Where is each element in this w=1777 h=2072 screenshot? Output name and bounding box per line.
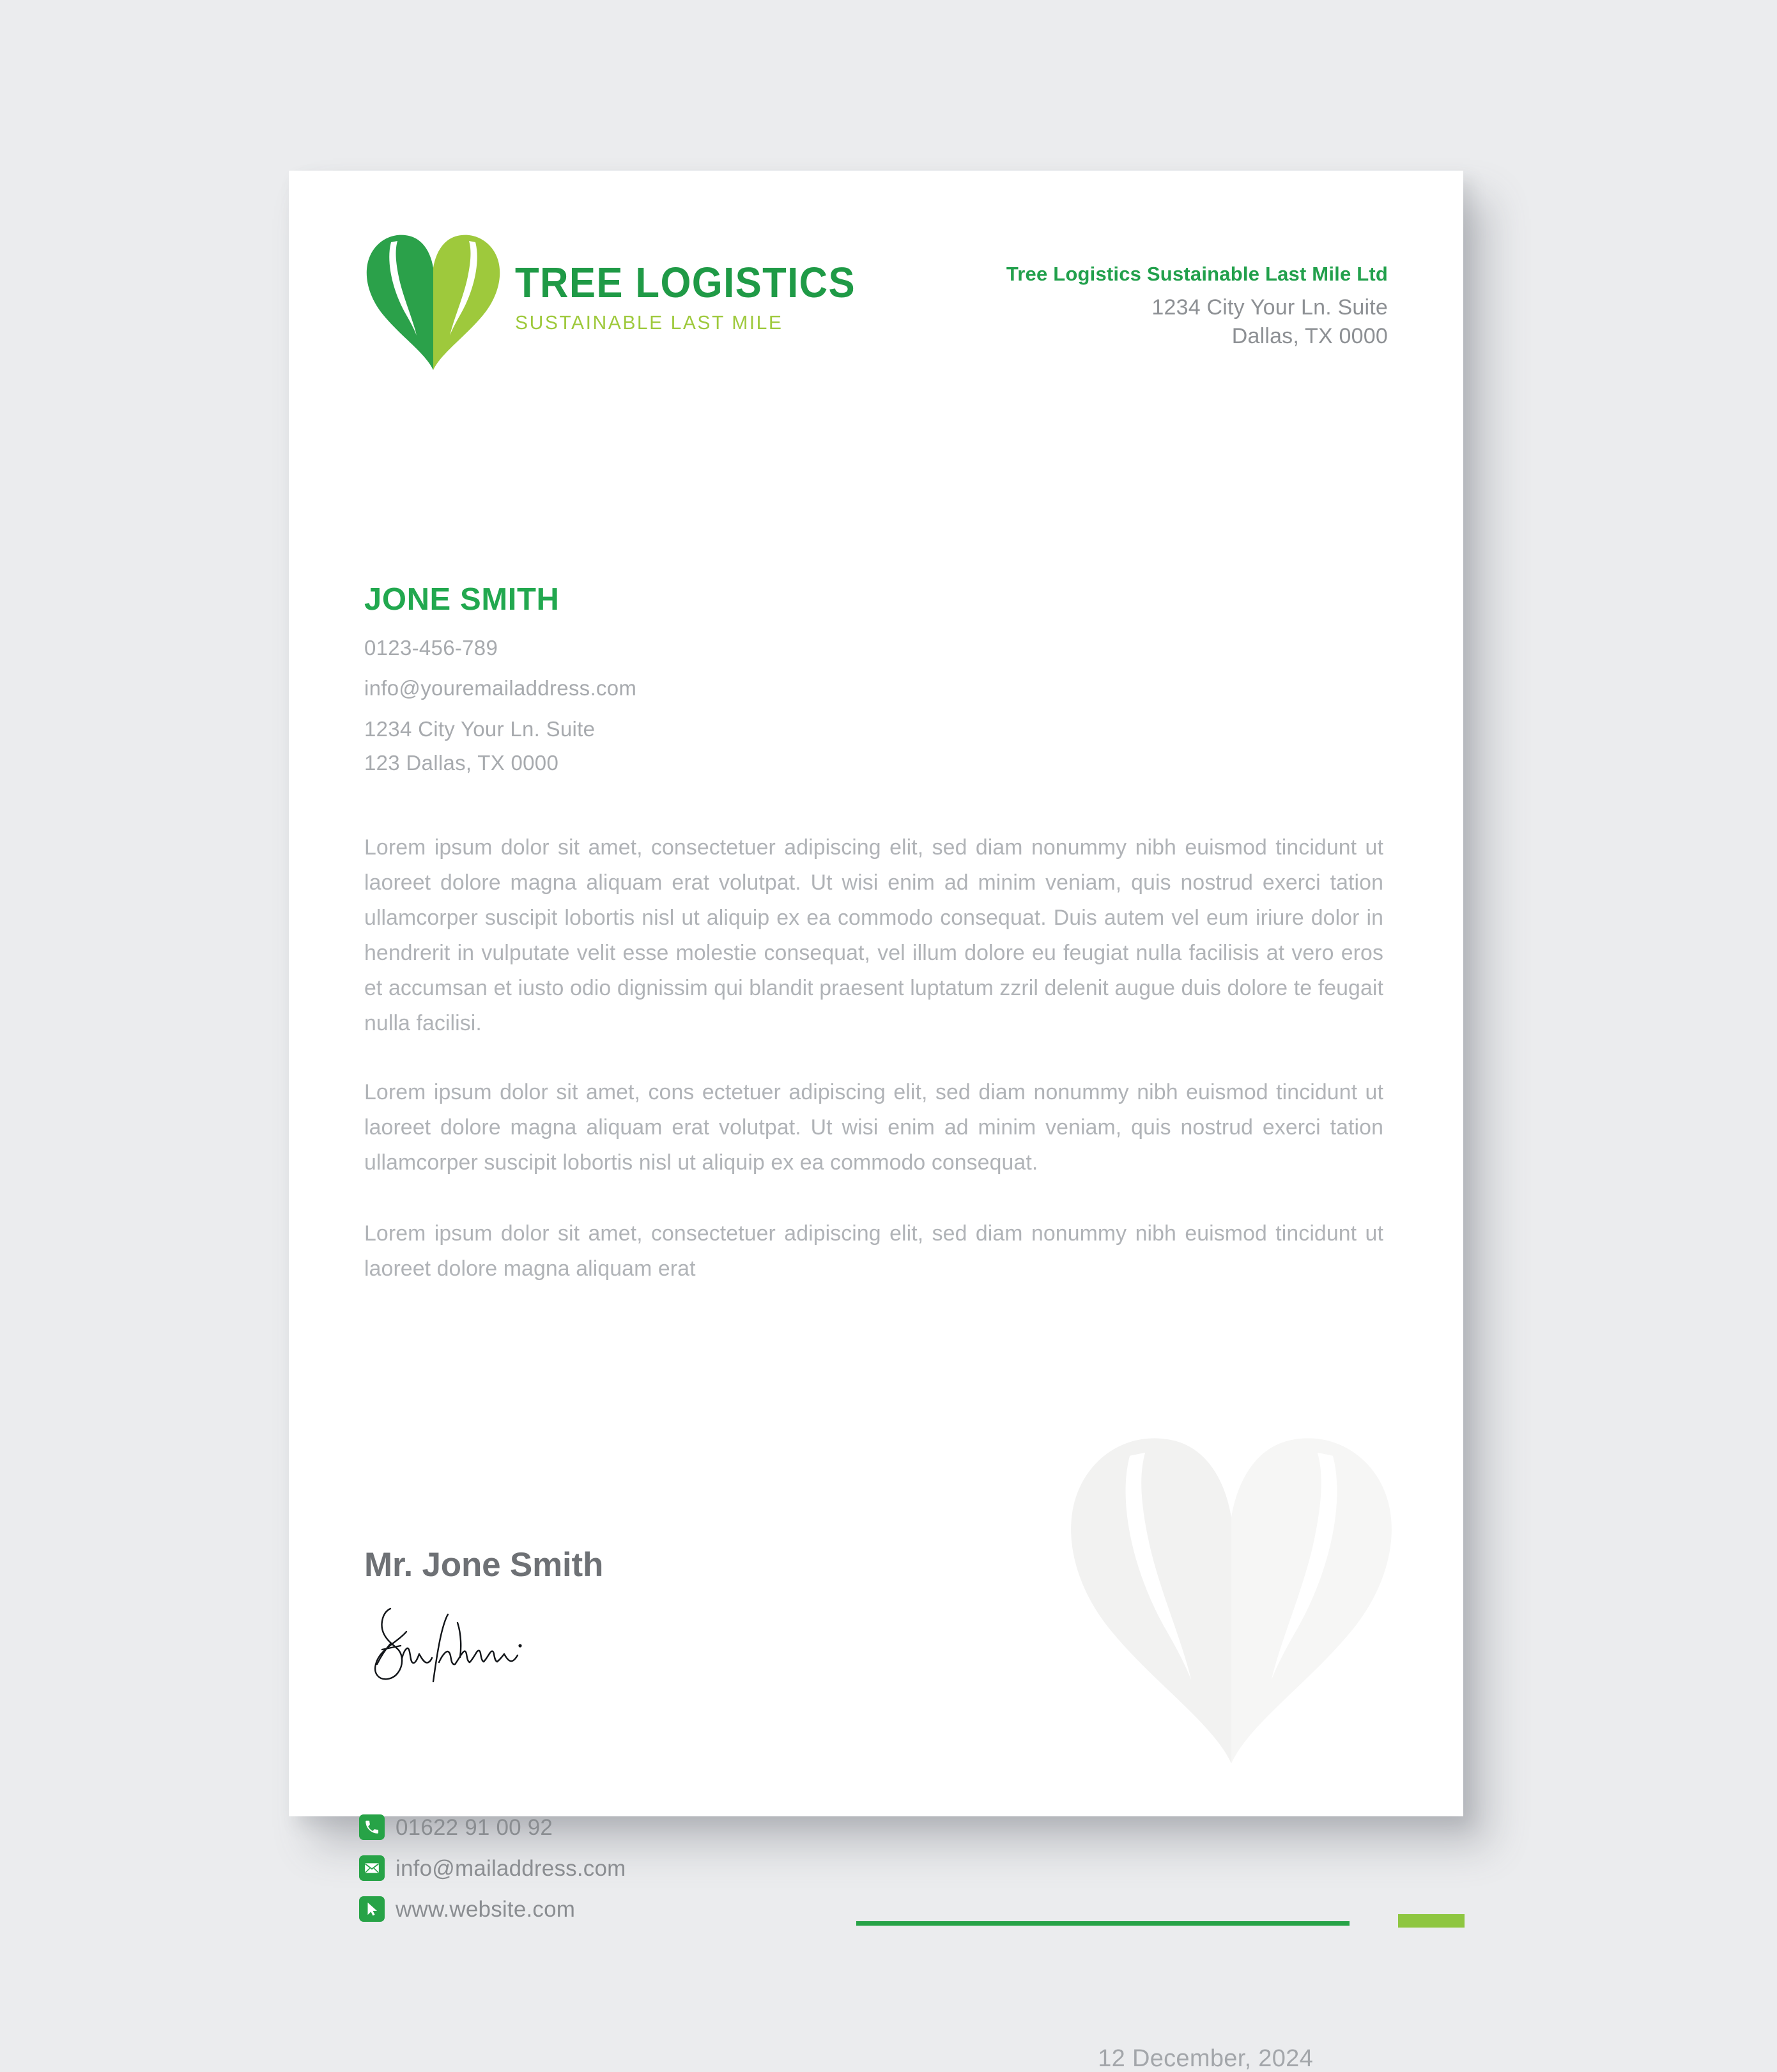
- footer-contact-phone[interactable]: [359, 1807, 626, 1848]
- company-address-line-2: Dallas, TX 0000: [1231, 323, 1388, 348]
- body-paragraph: Lorem ipsum dolor sit amet, consectetuer adipiscing elit, sed diam nonummy nibh euismod tincidunt ut laoreet dolore magna aliquam erat volutpat. Ut wisi enim ad minim veniam, quis nostrud exerci tation ullamcorper suscipit lobortis nisl ut aliquip ex ea commodo consequat. Duis autem vel eum iriure dolor in hendrerit in vulputate velit esse molestie consequat, vel illum dolore eu feugiat nulla facilisis at vero eros et accumsan et iusto odio dignissim qui blandit praesent luptatum zzril delenit augue duis dolore te feugait nulla facilisi.: [364, 835, 1383, 1035]
- leaf-heart-logo-icon: [364, 228, 502, 370]
- cursor-arrow-icon: [359, 1896, 385, 1922]
- company-address-line-1: 1234 City Your Ln. Suite: [1151, 295, 1388, 320]
- envelope-icon: [359, 1855, 385, 1881]
- company-logo: [364, 228, 885, 370]
- logo-wordmark: [515, 258, 885, 337]
- footer-website-text: www.website.com: [396, 1896, 576, 1922]
- company-name: Tree Logistics Sustainable Last Mile Ltd: [1006, 263, 1388, 285]
- signature-block: [364, 1548, 603, 1687]
- brand-tagline: SUSTAINABLE LAST MILE: [515, 311, 783, 334]
- leaf-heart-watermark-icon: [1065, 1404, 1397, 1781]
- footer-email-text: info@mailaddress.com: [396, 1855, 626, 1881]
- phone-icon: [359, 1814, 385, 1840]
- company-address-block: [1006, 262, 1388, 351]
- footer-contact-website[interactable]: [359, 1889, 626, 1929]
- recipient-address-line-1: 1234 City Your Ln. Suite: [364, 717, 596, 741]
- recipient-email: info@youremailaddress.com: [364, 676, 637, 700]
- recipient-phone: 0123-456-789: [364, 636, 498, 660]
- footer-rule-light: [1398, 1914, 1465, 1928]
- footer-contact-email[interactable]: [359, 1848, 626, 1889]
- footer-phone-text: 01622 91 00 92: [396, 1814, 553, 1840]
- body-paragraph: Lorem ipsum dolor sit amet, consectetuer adipiscing elit, sed diam nonummy nibh euismod tincidunt ut laoreet dolore magna aliquam erat: [364, 1221, 1383, 1281]
- letter-date: 12 December, 2024: [1098, 2045, 1313, 2072]
- recipient-address-line-2: 123 Dallas, TX 0000: [364, 751, 559, 775]
- body-paragraph: Lorem ipsum dolor sit amet, cons ectetuer adipiscing elit, sed diam nonummy nibh euismod tincidunt ut laoreet dolore magna aliquam erat volutpat. Ut wisi enim ad minim veniam, quis nostrud exerci tation ullamcorper suscipit lobortis nisl ut aliquip ex ea commodo consequat.: [364, 1080, 1383, 1175]
- recipient-name: JONE SMITH: [364, 582, 560, 617]
- recipient-block: [364, 584, 636, 773]
- footer-contact-list: [359, 1807, 626, 1929]
- footer-rule-dark: [856, 1921, 1350, 1926]
- signer-name: Mr. Jone Smith: [364, 1546, 604, 1584]
- letterhead-page: [289, 171, 1463, 2072]
- brand-name: TREE LOGISTICS: [515, 258, 856, 307]
- letterhead-header: [289, 171, 1463, 382]
- handwritten-signature-icon: [364, 1604, 556, 1687]
